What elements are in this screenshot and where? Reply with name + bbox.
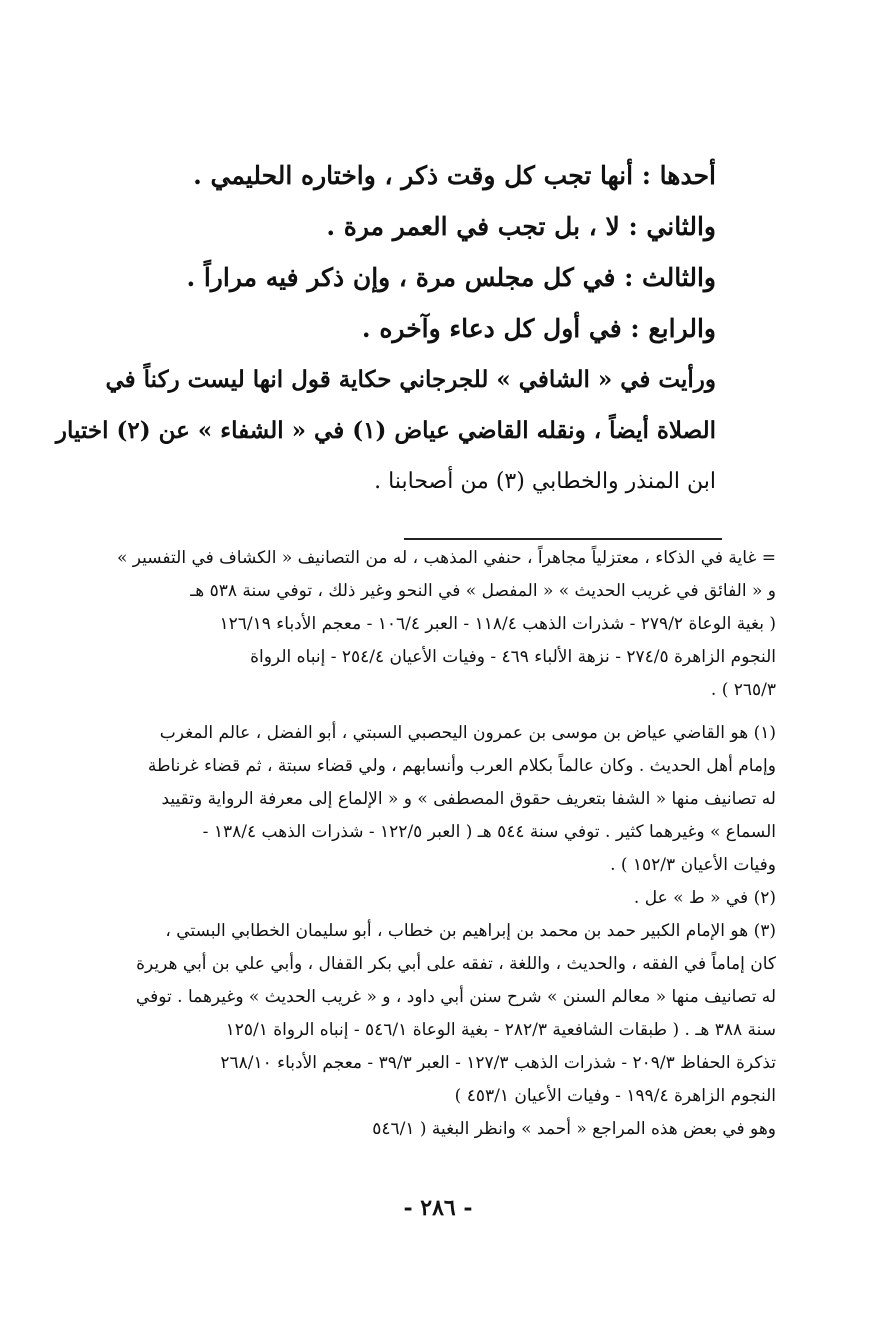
main-line: أحدها : أنها تجب كل وقت ذكر ، واختاره الحليمي . [193, 161, 716, 190]
main-text [55, 150, 716, 507]
footnote-line: وإمام أهل الحديث . وكان عالماً بكلام العرب وأنسابهم ، ولي قضاء سبتة ، ثم قضاء غرناطة [147, 756, 776, 776]
footnote-line: تذكرة الحفاظ ٢٠٩/٣ - شذرات الذهب ١٢٧/٣ - العبر ٣٩/٣ - معجم الأدباء ٢٦٨/١٠ [220, 1053, 776, 1073]
footnote-line: النجوم الزاهرة ١٩٩/٤ - وفيات الأعيان ٤٥٣/١ ) [454, 1086, 776, 1106]
footnote-line: له تصانيف منها « معالم السنن » شرح سنن أبي داود ، و « غريب الحديث » وغيرهما . توفي [135, 987, 776, 1007]
main-line: الصلاة أيضاً ، ونقله القاضي عياض (١) في « الشفاء » عن (٢) اختيار [55, 417, 716, 444]
footnote-line: سنة ٣٨٨ هـ . ( طبقات الشافعية ٢٨٢/٣ - بغية الوعاة ٥٤٦/١ - إنباه الرواة ١٢٥/١ [225, 1020, 776, 1040]
main-line: ابن المنذر والخطابي (٣) من أصحابنا . [374, 469, 716, 494]
footnote-line: ( بغية الوعاة ٢٧٩/٢ - شذرات الذهب ١١٨/٤ - العبر ١٠٦/٤ - معجم الأدباء ١٢٦/١٩ [219, 614, 776, 634]
footnote-line: ٢٦٥/٣ ) . [710, 680, 776, 700]
footnote-line: (٣) هو الإمام الكبير حمد بن محمد بن إبراهيم بن خطاب ، أبو سليمان الخطابي البستي ، [165, 921, 776, 941]
footnote-line: (٢) في « ط » عل . [633, 888, 776, 908]
footnote-line: وهو في بعض هذه المراجع « أحمد » وانظر البغية ( ٥٤٦/١ [372, 1119, 776, 1139]
footnotes [76, 542, 776, 1146]
footnote-line: له تصانيف منها « الشفا بتعريف حقوق المصطفى » و « الإلماع إلى معرفة الرواية وتقييد [161, 789, 776, 809]
main-line: والثالث : في كل مجلس مرة ، وإن ذكر فيه مراراً . [186, 263, 716, 292]
footnote-line: كان إماماً في الفقه ، والحديث ، واللغة ، تفقه على أبي بكر القفال ، وأبي علي بن أبي هريرة [136, 954, 776, 974]
footnote-line: النجوم الزاهرة ٢٧٤/٥ - نزهة الألباء ٤٦٩ - وفيات الأعيان ٢٥٤/٤ - إنباه الرواة [250, 647, 776, 667]
page-number: - ٢٨٦ - [403, 1195, 473, 1221]
footnote-separator [404, 538, 722, 540]
main-line: والثاني : لا ، بل تجب في العمر مرة . [326, 212, 716, 241]
footnote-line: وفيات الأعيان ١٥٢/٣ ) . [610, 855, 776, 875]
footnote-line: = غاية في الذكاء ، معتزلياً مجاهراً ، حنفي المذهب ، له من التصانيف « الكشاف في التفسير » [116, 548, 776, 568]
footnote-line: و « الفائق في غريب الحديث » « المفصل » في النحو وغير ذلك ، توفي سنة ٥٣٨ هـ [190, 581, 776, 601]
footnote-line: (١) هو القاضي عياض بن موسى بن عمرون اليحصبي السبتي ، أبو الفضل ، عالم المغرب [159, 723, 776, 743]
main-line: ورأيت في « الشافي » للجرجاني حكاية قول انها ليست ركناً في [105, 366, 716, 393]
main-line: والرابع : في أول كل دعاء وآخره . [361, 314, 716, 343]
footnote-line: السماع » وغيرهما كثير . توفي سنة ٥٤٤ هـ ( العبر ١٢٢/٥ - شذرات الذهب ١٣٨/٤ - [202, 822, 776, 842]
